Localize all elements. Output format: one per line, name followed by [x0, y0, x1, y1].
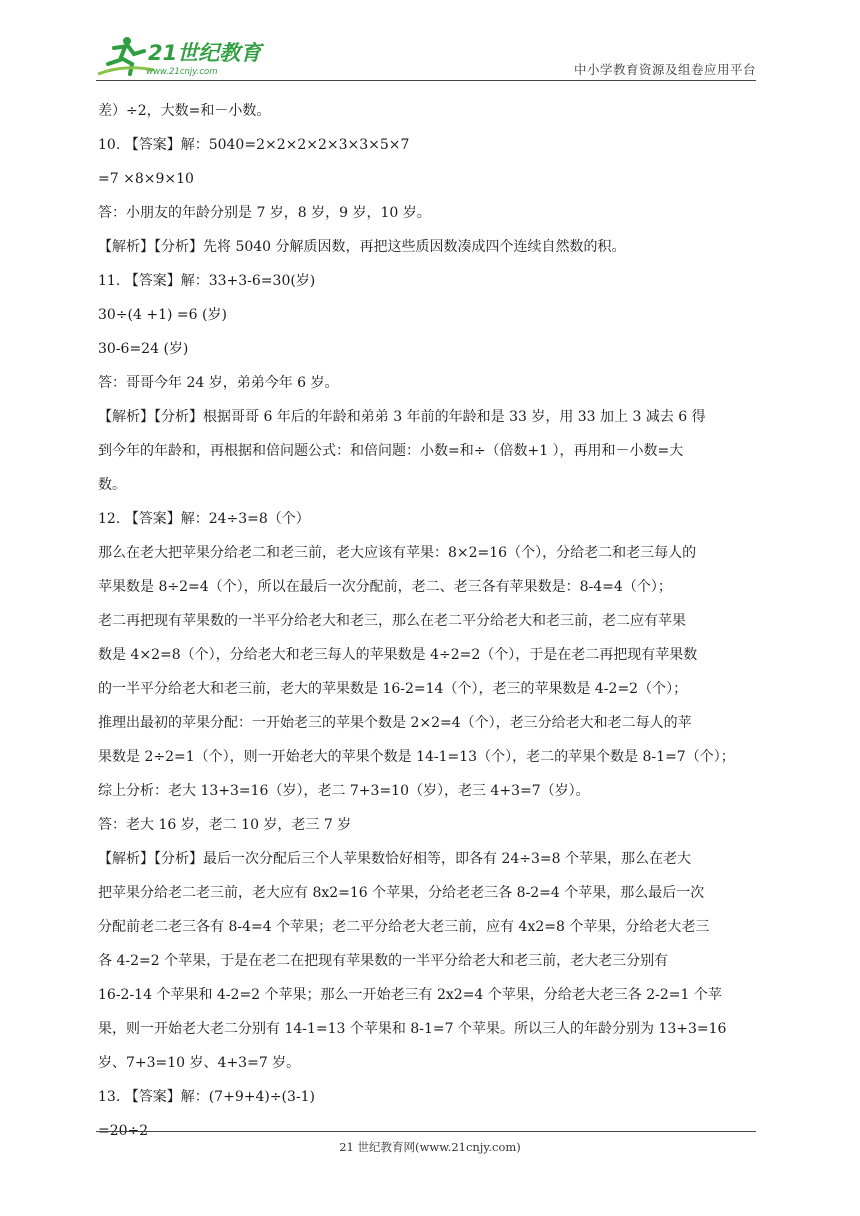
text-line: 12. 【答案】解：24÷3=8（个）	[98, 511, 310, 527]
text-line: 【解析】【分析】根据哥哥 6 年后的年龄和弟弟 3 年前的年龄和是 33 岁，用 33 加上 3 减去 6 得	[98, 409, 706, 425]
text-line: 岁、7+3=10 岁、4+3=7 岁。	[98, 1055, 301, 1071]
logo-text: 21世纪教育	[148, 41, 262, 65]
text-line: 分配前老二老三各有 8-4=4 个苹果；老二平分给老大老三前，应有 4x2=8 个苹果，分给老大老三	[98, 919, 710, 935]
footer-text: 21 世纪教育网(www.21cnjy.com)	[339, 1140, 521, 1154]
text-line: 11. 【答案】解：33+3-6=30(岁)	[98, 273, 316, 289]
text-line: 的一半平分给老大和老三前，老大的苹果数是 16-2=14（个），老三的苹果数是 4-2=2（个）；	[98, 681, 688, 697]
text-line: 推理出最初的苹果分配：一开始老三的苹果个数是 2×2=4（个），老三分给老大和老二每人的苹	[98, 715, 692, 731]
text-line: 【解析】【分析】先将 5040 分解质因数，再把这些质因数凑成四个连续自然数的积。	[98, 239, 626, 255]
text-line: 各 4-2=2 个苹果，于是在老二在把现有苹果数的一半平分给老大和老三前，老大老三分别有	[98, 953, 669, 969]
text-line: 果，则一开始老大老二分别有 14-1=13 个苹果和 8-1=7 个苹果。所以三人的年龄分别为 13+3=16	[98, 1021, 727, 1037]
text-line: 答：老大 16 岁，老二 10 岁，老三 7 岁	[98, 817, 352, 833]
text-line: 30÷(4 +1) =6 (岁)	[98, 307, 227, 323]
text-line: 30-6=24 (岁)	[98, 341, 189, 357]
text-line: 13. 【答案】解：(7+9+4)÷(3-1)	[98, 1089, 316, 1105]
21cnjy-logo	[94, 34, 264, 78]
text-line: 数。	[98, 477, 126, 493]
text-line: 那么在老大把苹果分给老二和老三前，老大应该有苹果：8×2=16（个），分给老二和老三每人的	[98, 545, 697, 561]
header-tagline: 中小学教育资源及组卷应用平台	[573, 62, 756, 77]
footer-divider	[96, 1131, 756, 1132]
text-line: 数是 4×2=8（个），分给老大和老三每人的苹果数是 4÷2=2（个），于是在老二再把现有苹果数	[98, 647, 698, 663]
logo-url: www.21cnjy.com	[146, 67, 218, 77]
page-header	[0, 0, 860, 82]
text-line: 10. 【答案】解：5040=2×2×2×2×3×3×5×7	[98, 137, 410, 153]
text-line: 16-2-14 个苹果和 4-2=2 个苹果；那么一开始老三有 2x2=4 个苹果，分给老大老三各 2-2=1 个苹	[98, 987, 722, 1003]
text-line: 老二再把现有苹果数的一半平分给老大和老三，那么在老二平分给老大和老三前，老二应有苹果	[98, 613, 686, 629]
text-line: 答：小朋友的年龄分别是 7 岁，8 岁，9 岁，10 岁。	[98, 205, 431, 221]
text-line: 综上分析：老大 13+3=16（岁），老二 7+3=10（岁），老三 4+3=7（岁）。	[98, 783, 590, 799]
text-line: =7 ×8×9×10	[98, 171, 194, 187]
text-line: 差）÷2，大数=和－小数。	[98, 103, 271, 119]
text-line: 果数是 2÷2=1（个），则一开始老大的苹果个数是 14-1=13（个），老二的苹果个数是 8-1=7（个）；	[98, 749, 735, 765]
text-line: 【解析】【分析】最后一次分配后三个人苹果数恰好相等，即各有 24÷3=8 个苹果，那么在老大	[98, 851, 691, 867]
header-divider	[96, 80, 756, 81]
text-line: 答：哥哥今年 24 岁，弟弟今年 6 岁。	[98, 375, 339, 391]
text-line: 苹果数是 8÷2=4（个），所以在最后一次分配前，老二、老三各有苹果数是：8-4=4（个）；	[98, 579, 672, 595]
text-line: 到今年的年龄和，再根据和倍问题公式：和倍问题：小数=和÷（倍数+1 ），再用和－小数=大	[98, 443, 684, 459]
text-line: 把苹果分给老二老三前，老大应有 8x2=16 个苹果，分给老老三各 8-2=4 个苹果，那么最后一次	[98, 885, 705, 901]
answer-content	[98, 94, 762, 1148]
text-line: =20÷2	[98, 1123, 149, 1139]
